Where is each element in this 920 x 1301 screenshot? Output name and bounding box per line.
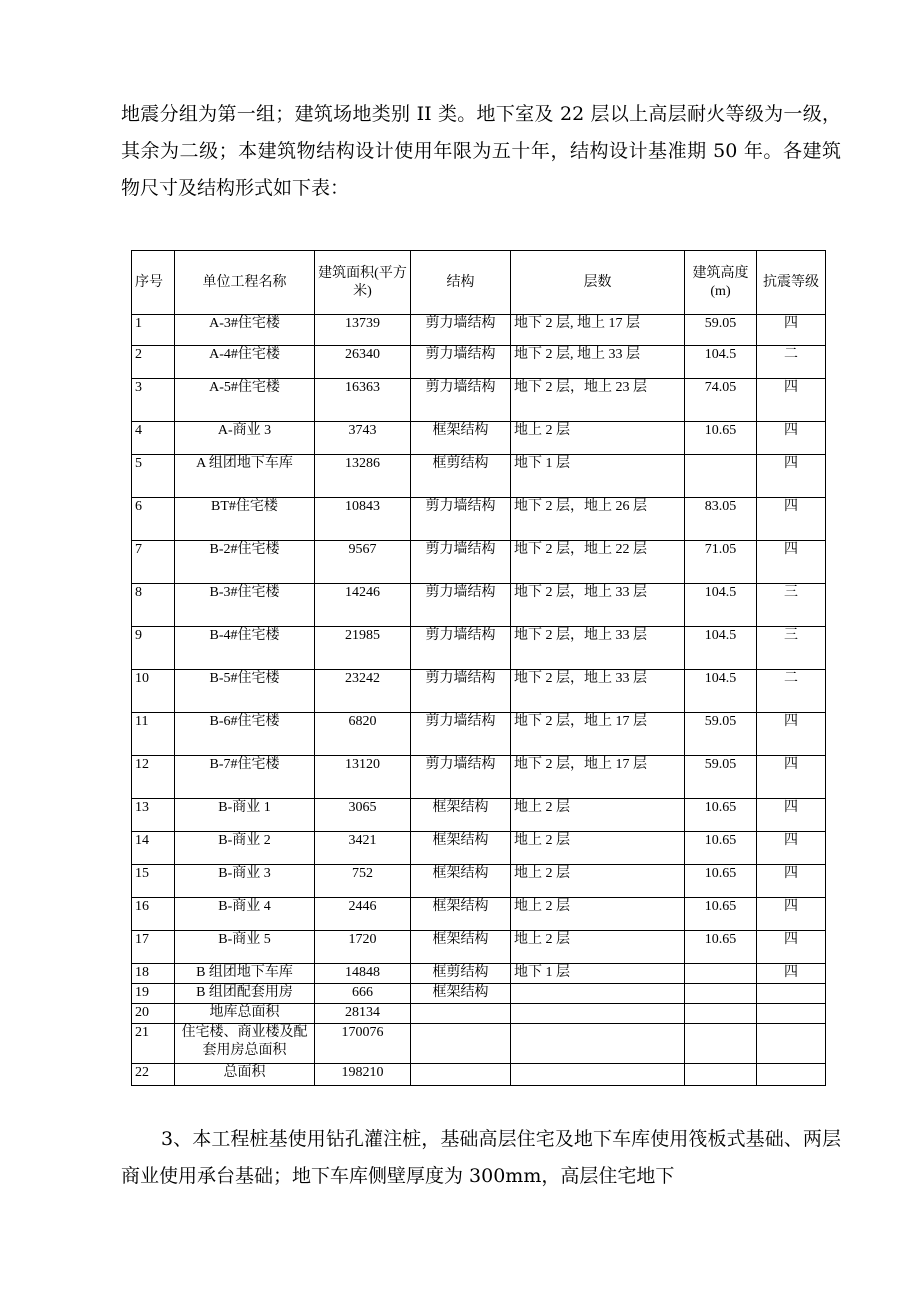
cell-structure: 框剪结构 [411, 455, 511, 498]
cell-structure: 框架结构 [411, 832, 511, 865]
cell-name: 地库总面积 [175, 1004, 315, 1024]
cell-grade [757, 1004, 826, 1024]
table-row [132, 1064, 826, 1086]
cell-structure: 框架结构 [411, 799, 511, 832]
cell-area: 6820 [315, 713, 411, 756]
cell-structure: 剪力墙结构 [411, 756, 511, 799]
cell-name: B-商业 4 [175, 898, 315, 931]
cell-floors: 地下 2 层，地上 33 层 [511, 670, 685, 713]
cell-no: 6 [132, 498, 175, 541]
cell-floors: 地上 2 层 [511, 422, 685, 455]
cell-area: 26340 [315, 346, 411, 379]
cell-no: 15 [132, 865, 175, 898]
table-row [132, 455, 826, 498]
cell-grade: 四 [757, 964, 826, 984]
cell-height: 104.5 [685, 346, 757, 379]
cell-name: 住宅楼、商业楼及配套用房总面积 [175, 1024, 315, 1064]
table-row [132, 713, 826, 756]
cell-height: 10.65 [685, 799, 757, 832]
cell-area: 3421 [315, 832, 411, 865]
cell-structure: 框剪结构 [411, 964, 511, 984]
cell-no: 10 [132, 670, 175, 713]
header-floors: 层数 [511, 251, 685, 315]
cell-area: 21985 [315, 627, 411, 670]
header-structure: 结构 [411, 251, 511, 315]
cell-floors: 地下 2 层，地上 33 层 [511, 584, 685, 627]
cell-grade: 四 [757, 422, 826, 455]
cell-height [685, 964, 757, 984]
cell-name: B-商业 3 [175, 865, 315, 898]
cell-grade: 四 [757, 541, 826, 584]
table-row [132, 1024, 826, 1064]
cell-no: 17 [132, 931, 175, 964]
cell-height: 104.5 [685, 627, 757, 670]
cell-area: 10843 [315, 498, 411, 541]
cell-height: 59.05 [685, 713, 757, 756]
cell-area: 14848 [315, 964, 411, 984]
cell-floors [511, 984, 685, 1004]
cell-height [685, 1064, 757, 1086]
cell-grade: 四 [757, 379, 826, 422]
cell-no: 1 [132, 315, 175, 346]
cell-no: 20 [132, 1004, 175, 1024]
header-area: 建筑面积(平方米) [315, 251, 411, 315]
cell-no: 21 [132, 1024, 175, 1064]
cell-structure: 剪力墙结构 [411, 713, 511, 756]
cell-area: 13120 [315, 756, 411, 799]
cell-height: 104.5 [685, 584, 757, 627]
cell-structure: 剪力墙结构 [411, 627, 511, 670]
cell-area: 752 [315, 865, 411, 898]
cell-grade: 四 [757, 315, 826, 346]
cell-height: 10.65 [685, 931, 757, 964]
cell-grade [757, 984, 826, 1004]
cell-floors [511, 1064, 685, 1086]
cell-floors: 地上 2 层 [511, 931, 685, 964]
cell-grade: 四 [757, 832, 826, 865]
table-row [132, 1004, 826, 1024]
cell-grade: 四 [757, 865, 826, 898]
table-row [132, 984, 826, 1004]
cell-name: A 组团地下车库 [175, 455, 315, 498]
cell-grade: 四 [757, 455, 826, 498]
cell-name: A-3#住宅楼 [175, 315, 315, 346]
cell-height [685, 1004, 757, 1024]
cell-no: 18 [132, 964, 175, 984]
header-height: 建筑高度(m) [685, 251, 757, 315]
cell-no: 5 [132, 455, 175, 498]
cell-grade: 四 [757, 931, 826, 964]
cell-floors: 地下 2 层，地上 23 层 [511, 379, 685, 422]
cell-floors: 地上 2 层 [511, 898, 685, 931]
cell-name: A-商业 3 [175, 422, 315, 455]
cell-no: 4 [132, 422, 175, 455]
table-row [132, 379, 826, 422]
cell-floors: 地下 2 层，地上 26 层 [511, 498, 685, 541]
cell-no: 22 [132, 1064, 175, 1086]
cell-grade: 四 [757, 498, 826, 541]
table-row [132, 670, 826, 713]
cell-floors [511, 1024, 685, 1064]
table-row [132, 346, 826, 379]
building-spec-table [131, 250, 826, 1086]
cell-floors [511, 1004, 685, 1024]
cell-name: B-商业 1 [175, 799, 315, 832]
cell-no: 12 [132, 756, 175, 799]
cell-structure: 框架结构 [411, 931, 511, 964]
cell-grade: 三 [757, 627, 826, 670]
table-row [132, 422, 826, 455]
table-header-row [132, 251, 826, 315]
cell-structure: 剪力墙结构 [411, 584, 511, 627]
cell-name: B-商业 2 [175, 832, 315, 865]
cell-structure: 剪力墙结构 [411, 498, 511, 541]
cell-no: 7 [132, 541, 175, 584]
cell-structure: 框架结构 [411, 984, 511, 1004]
table-row [132, 799, 826, 832]
cell-grade: 四 [757, 799, 826, 832]
cell-area: 13739 [315, 315, 411, 346]
cell-grade [757, 1064, 826, 1086]
cell-area: 170076 [315, 1024, 411, 1064]
cell-area: 198210 [315, 1064, 411, 1086]
table-row [132, 964, 826, 984]
cell-height [685, 455, 757, 498]
cell-no: 16 [132, 898, 175, 931]
cell-height: 104.5 [685, 670, 757, 713]
cell-area: 13286 [315, 455, 411, 498]
cell-floors: 地上 2 层 [511, 832, 685, 865]
cell-grade: 二 [757, 346, 826, 379]
cell-structure: 剪力墙结构 [411, 541, 511, 584]
cell-no: 9 [132, 627, 175, 670]
table-row [132, 756, 826, 799]
header-name: 单位工程名称 [175, 251, 315, 315]
cell-structure: 框架结构 [411, 898, 511, 931]
cell-height [685, 1024, 757, 1064]
cell-height: 59.05 [685, 756, 757, 799]
cell-floors: 地下 2 层，地上 33 层 [511, 627, 685, 670]
cell-grade [757, 1024, 826, 1064]
cell-floors: 地下 2 层，地上 17 层 [511, 756, 685, 799]
cell-structure: 框架结构 [411, 422, 511, 455]
cell-name: B 组团配套用房 [175, 984, 315, 1004]
cell-no: 11 [132, 713, 175, 756]
cell-grade: 四 [757, 898, 826, 931]
table-row [132, 627, 826, 670]
cell-floors: 地上 2 层 [511, 799, 685, 832]
cell-height: 74.05 [685, 379, 757, 422]
cell-name: 总面积 [175, 1064, 315, 1086]
cell-structure: 剪力墙结构 [411, 346, 511, 379]
cell-name: A-5#住宅楼 [175, 379, 315, 422]
cell-name: B-商业 5 [175, 931, 315, 964]
cell-area: 9567 [315, 541, 411, 584]
cell-floors: 地下 2 层，地上 22 层 [511, 541, 685, 584]
cell-no: 13 [132, 799, 175, 832]
cell-grade: 二 [757, 670, 826, 713]
cell-no: 8 [132, 584, 175, 627]
cell-structure [411, 1064, 511, 1086]
cell-grade: 四 [757, 713, 826, 756]
cell-structure: 剪力墙结构 [411, 379, 511, 422]
header-no: 序号 [132, 251, 175, 315]
cell-height: 10.65 [685, 832, 757, 865]
table-row [132, 832, 826, 865]
cell-name: B-6#住宅楼 [175, 713, 315, 756]
cell-no: 3 [132, 379, 175, 422]
cell-height: 71.05 [685, 541, 757, 584]
cell-height [685, 984, 757, 1004]
cell-floors: 地下 2 层, 地上 17 层 [511, 315, 685, 346]
cell-name: B-4#住宅楼 [175, 627, 315, 670]
header-grade: 抗震等级 [757, 251, 826, 315]
cell-area: 3743 [315, 422, 411, 455]
cell-area: 666 [315, 984, 411, 1004]
cell-name: B 组团地下车库 [175, 964, 315, 984]
cell-height: 83.05 [685, 498, 757, 541]
cell-structure: 剪力墙结构 [411, 315, 511, 346]
cell-name: B-5#住宅楼 [175, 670, 315, 713]
foundation-paragraph: 3、本工程桩基使用钻孔灌注桩，基础高层住宅及地下车库使用筏板式基础、两层商业使用承台基础；地下车库侧壁厚度为 300mm，高层住宅地下 [121, 1128, 841, 1187]
cell-height: 59.05 [685, 315, 757, 346]
cell-name: B-7#住宅楼 [175, 756, 315, 799]
cell-floors: 地上 2 层 [511, 865, 685, 898]
table-row [132, 898, 826, 931]
cell-grade: 三 [757, 584, 826, 627]
cell-structure [411, 1024, 511, 1064]
cell-area: 2446 [315, 898, 411, 931]
cell-grade: 四 [757, 756, 826, 799]
cell-floors: 地下 1 层 [511, 964, 685, 984]
cell-floors: 地下 2 层, 地上 33 层 [511, 346, 685, 379]
cell-no: 14 [132, 832, 175, 865]
cell-name: BT#住宅楼 [175, 498, 315, 541]
cell-area: 23242 [315, 670, 411, 713]
cell-floors: 地下 2 层，地上 17 层 [511, 713, 685, 756]
table-row [132, 584, 826, 627]
table-row [132, 865, 826, 898]
intro-paragraph: 地震分组为第一组；建筑场地类别 II 类。地下室及 22 层以上高层耐火等级为一级，其余为二级；本建筑物结构设计使用年限为五十年，结构设计基准期 50 年。各建筑物尺寸及结构形式如下表： [121, 103, 841, 199]
table-row [132, 498, 826, 541]
cell-area: 14246 [315, 584, 411, 627]
cell-height: 10.65 [685, 898, 757, 931]
cell-structure: 框架结构 [411, 865, 511, 898]
cell-name: B-2#住宅楼 [175, 541, 315, 584]
cell-area: 16363 [315, 379, 411, 422]
cell-no: 19 [132, 984, 175, 1004]
cell-height: 10.65 [685, 422, 757, 455]
cell-height: 10.65 [685, 865, 757, 898]
table-row [132, 931, 826, 964]
table-row [132, 541, 826, 584]
cell-area: 1720 [315, 931, 411, 964]
cell-name: A-4#住宅楼 [175, 346, 315, 379]
table-row [132, 315, 826, 346]
cell-area: 3065 [315, 799, 411, 832]
cell-no: 2 [132, 346, 175, 379]
cell-structure [411, 1004, 511, 1024]
cell-floors: 地下 1 层 [511, 455, 685, 498]
cell-name: B-3#住宅楼 [175, 584, 315, 627]
cell-area: 28134 [315, 1004, 411, 1024]
cell-structure: 剪力墙结构 [411, 670, 511, 713]
